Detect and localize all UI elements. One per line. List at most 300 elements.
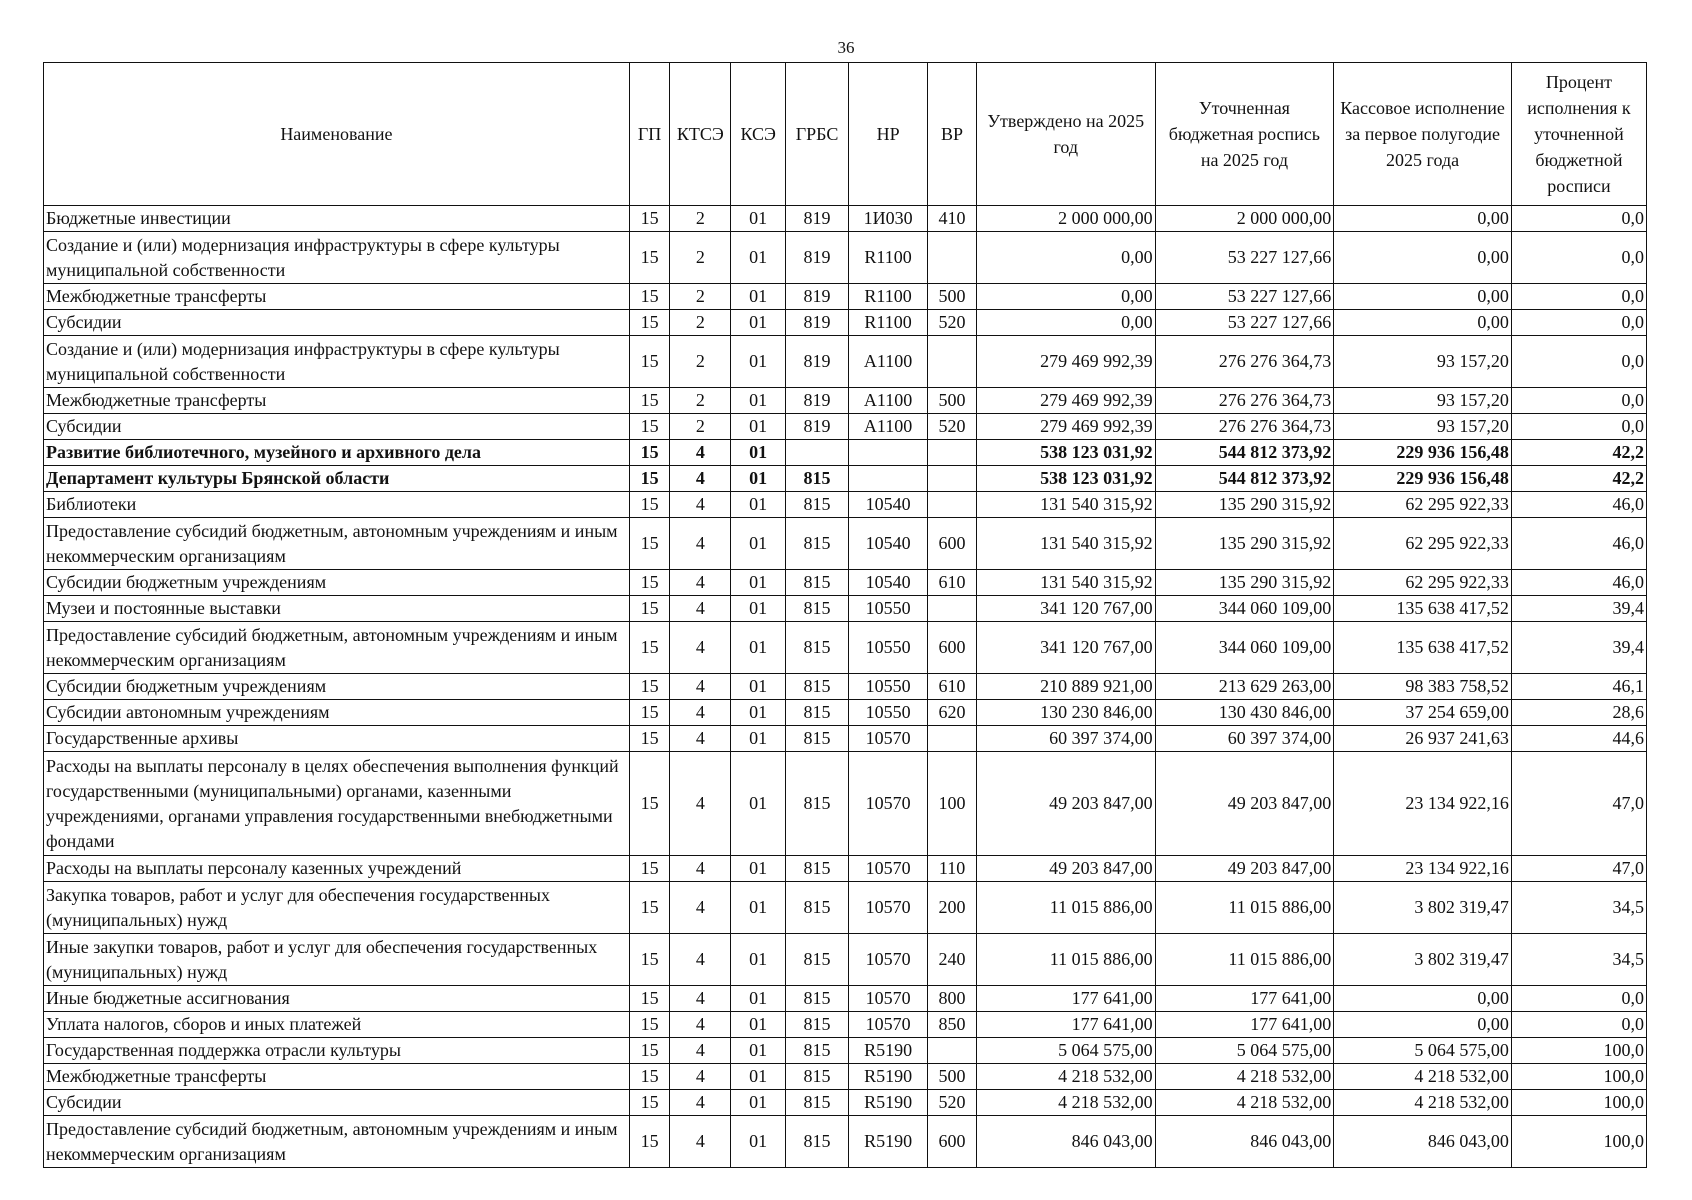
cell-refined: 130 430 846,00 [1155,700,1334,726]
cell-ktse: 2 [670,232,731,284]
cell-name: Департамент культуры Брянской области [44,466,630,492]
cell-np: 10550 [849,674,928,700]
cell-gp: 15 [629,596,670,622]
cell-approved: 279 469 992,39 [976,414,1155,440]
cell-cash: 0,00 [1334,986,1512,1012]
cell-vr [928,440,977,466]
table-row [44,1090,1647,1116]
cell-name: Создание и (или) модернизация инфраструктуры в сфере культуры муниципальной собственности [44,336,630,388]
cell-refined: 53 227 127,66 [1155,284,1334,310]
cell-ktse: 4 [670,674,731,700]
cell-kse: 01 [731,700,786,726]
cell-ktse: 4 [670,622,731,674]
cell-grbs: 815 [786,466,849,492]
cell-cash: 62 295 922,33 [1334,570,1512,596]
cell-gp: 15 [629,1116,670,1168]
cell-ktse: 2 [670,388,731,414]
cell-cash: 229 936 156,48 [1334,440,1512,466]
table-header [44,63,1647,206]
cell-kse: 01 [731,570,786,596]
table-row [44,414,1647,440]
cell-gp: 15 [629,440,670,466]
cell-approved: 0,00 [976,232,1155,284]
cell-gp: 15 [629,388,670,414]
cell-grbs: 815 [786,934,849,986]
cell-refined: 11 015 886,00 [1155,882,1334,934]
cell-ktse: 4 [670,752,731,856]
cell-gp: 15 [629,518,670,570]
cell-np: 10570 [849,934,928,986]
cell-approved: 341 120 767,00 [976,622,1155,674]
cell-vr: 520 [928,310,977,336]
cell-kse: 01 [731,856,786,882]
cell-gp: 15 [629,752,670,856]
cell-ktse: 4 [670,726,731,752]
cell-vr: 520 [928,414,977,440]
cell-percent: 44,6 [1511,726,1646,752]
cell-refined: 213 629 263,00 [1155,674,1334,700]
header-grbs: ГРБС [786,63,849,206]
cell-approved: 538 123 031,92 [976,440,1155,466]
cell-grbs: 815 [786,622,849,674]
cell-gp: 15 [629,284,670,310]
cell-percent: 46,0 [1511,570,1646,596]
cell-np: 10540 [849,518,928,570]
cell-cash: 4 218 532,00 [1334,1090,1512,1116]
cell-gp: 15 [629,570,670,596]
cell-vr: 500 [928,388,977,414]
cell-vr: 410 [928,206,977,232]
cell-np: R5190 [849,1038,928,1064]
cell-percent: 39,4 [1511,622,1646,674]
cell-cash: 62 295 922,33 [1334,492,1512,518]
cell-kse: 01 [731,882,786,934]
cell-refined: 4 218 532,00 [1155,1064,1334,1090]
cell-grbs: 815 [786,726,849,752]
cell-np: R5190 [849,1116,928,1168]
cell-gp: 15 [629,232,670,284]
cell-approved: 4 218 532,00 [976,1090,1155,1116]
cell-vr: 610 [928,674,977,700]
cell-refined: 135 290 315,92 [1155,492,1334,518]
cell-approved: 538 123 031,92 [976,466,1155,492]
cell-approved: 846 043,00 [976,1116,1155,1168]
cell-ktse: 2 [670,310,731,336]
cell-refined: 4 218 532,00 [1155,1090,1334,1116]
cell-refined: 49 203 847,00 [1155,752,1334,856]
cell-name: Межбюджетные трансферты [44,284,630,310]
cell-name: Библиотеки [44,492,630,518]
cell-kse: 01 [731,1116,786,1168]
header-kse: КСЭ [731,63,786,206]
cell-name: Субсидии [44,310,630,336]
cell-kse: 01 [731,336,786,388]
cell-vr: 500 [928,284,977,310]
cell-name: Субсидии [44,1090,630,1116]
cell-percent: 100,0 [1511,1090,1646,1116]
table-row [44,700,1647,726]
cell-approved: 177 641,00 [976,1012,1155,1038]
cell-approved: 131 540 315,92 [976,492,1155,518]
table-row [44,1012,1647,1038]
cell-np: 10570 [849,1012,928,1038]
header-vr: ВР [928,63,977,206]
table-row [44,752,1647,856]
cell-approved: 177 641,00 [976,986,1155,1012]
header-ktse: КТСЭ [670,63,731,206]
cell-grbs: 815 [786,674,849,700]
cell-gp: 15 [629,726,670,752]
cell-kse: 01 [731,206,786,232]
cell-name: Межбюджетные трансферты [44,1064,630,1090]
cell-np: A1100 [849,336,928,388]
cell-kse: 01 [731,752,786,856]
cell-percent: 0,0 [1511,336,1646,388]
cell-gp: 15 [629,1064,670,1090]
cell-grbs: 815 [786,518,849,570]
cell-cash: 26 937 241,63 [1334,726,1512,752]
cell-grbs: 819 [786,206,849,232]
cell-vr [928,596,977,622]
cell-vr: 600 [928,518,977,570]
cell-approved: 11 015 886,00 [976,882,1155,934]
cell-name: Бюджетные инвестиции [44,206,630,232]
cell-kse: 01 [731,388,786,414]
cell-vr: 610 [928,570,977,596]
cell-cash: 3 802 319,47 [1334,882,1512,934]
cell-percent: 47,0 [1511,856,1646,882]
cell-name: Развитие библиотечного, музейного и архивного дела [44,440,630,466]
cell-gp: 15 [629,882,670,934]
cell-vr [928,336,977,388]
table-row [44,1064,1647,1090]
cell-kse: 01 [731,674,786,700]
cell-gp: 15 [629,310,670,336]
cell-cash: 135 638 417,52 [1334,596,1512,622]
cell-approved: 130 230 846,00 [976,700,1155,726]
cell-kse: 01 [731,284,786,310]
cell-percent: 0,0 [1511,206,1646,232]
cell-gp: 15 [629,986,670,1012]
cell-kse: 01 [731,1038,786,1064]
cell-refined: 544 812 373,92 [1155,466,1334,492]
cell-grbs: 815 [786,1064,849,1090]
cell-kse: 01 [731,310,786,336]
cell-cash: 846 043,00 [1334,1116,1512,1168]
cell-np: R5190 [849,1090,928,1116]
cell-grbs: 815 [786,856,849,882]
cell-name: Государственная поддержка отрасли культуры [44,1038,630,1064]
cell-percent: 0,0 [1511,1012,1646,1038]
cell-grbs: 819 [786,232,849,284]
cell-name: Расходы на выплаты персоналу в целях обеспечения выполнения функций государственными (муниципальными) органами, казенными учреждениями, органами управления государственными внебюджетными фондами [44,752,630,856]
cell-np: 10570 [849,856,928,882]
cell-approved: 131 540 315,92 [976,518,1155,570]
cell-vr [928,232,977,284]
cell-ktse: 4 [670,440,731,466]
cell-vr: 850 [928,1012,977,1038]
table-row [44,440,1647,466]
cell-vr: 100 [928,752,977,856]
cell-np: 10550 [849,622,928,674]
cell-grbs: 815 [786,1038,849,1064]
cell-np [849,466,928,492]
cell-gp: 15 [629,1012,670,1038]
cell-kse: 01 [731,232,786,284]
cell-kse: 01 [731,1064,786,1090]
cell-percent: 0,0 [1511,310,1646,336]
budget-table [43,62,1647,1168]
cell-refined: 344 060 109,00 [1155,622,1334,674]
cell-approved: 279 469 992,39 [976,388,1155,414]
cell-kse: 01 [731,986,786,1012]
cell-approved: 0,00 [976,284,1155,310]
cell-percent: 39,4 [1511,596,1646,622]
cell-ktse: 4 [670,856,731,882]
table-row [44,986,1647,1012]
cell-kse: 01 [731,726,786,752]
cell-refined: 2 000 000,00 [1155,206,1334,232]
cell-vr: 600 [928,1116,977,1168]
cell-ktse: 4 [670,492,731,518]
cell-name: Предоставление субсидий бюджетным, автономным учреждениям и иным некоммерческим организациям [44,1116,630,1168]
cell-kse: 01 [731,440,786,466]
table-row [44,310,1647,336]
cell-kse: 01 [731,934,786,986]
cell-grbs: 815 [786,570,849,596]
table-row [44,232,1647,284]
cell-refined: 177 641,00 [1155,1012,1334,1038]
cell-kse: 01 [731,1090,786,1116]
cell-gp: 15 [629,1038,670,1064]
cell-name: Государственные архивы [44,726,630,752]
cell-gp: 15 [629,492,670,518]
cell-refined: 177 641,00 [1155,986,1334,1012]
cell-cash: 0,00 [1334,206,1512,232]
cell-vr [928,726,977,752]
table-row [44,336,1647,388]
cell-grbs [786,440,849,466]
cell-gp: 15 [629,934,670,986]
cell-cash: 98 383 758,52 [1334,674,1512,700]
cell-refined: 276 276 364,73 [1155,336,1334,388]
cell-grbs: 815 [786,1090,849,1116]
cell-ktse: 4 [670,934,731,986]
cell-approved: 210 889 921,00 [976,674,1155,700]
cell-approved: 60 397 374,00 [976,726,1155,752]
cell-cash: 3 802 319,47 [1334,934,1512,986]
table-row [44,284,1647,310]
cell-gp: 15 [629,674,670,700]
cell-refined: 544 812 373,92 [1155,440,1334,466]
header-gp: ГП [629,63,670,206]
cell-refined: 846 043,00 [1155,1116,1334,1168]
cell-gp: 15 [629,622,670,674]
cell-percent: 34,5 [1511,882,1646,934]
table-row [44,388,1647,414]
cell-percent: 0,0 [1511,388,1646,414]
cell-cash: 135 638 417,52 [1334,622,1512,674]
cell-kse: 01 [731,466,786,492]
cell-name: Иные закупки товаров, работ и услуг для обеспечения государственных (муниципальных) нужд [44,934,630,986]
cell-np: 10570 [849,986,928,1012]
cell-grbs: 819 [786,336,849,388]
cell-approved: 11 015 886,00 [976,934,1155,986]
cell-np: R1100 [849,284,928,310]
cell-np: R5190 [849,1064,928,1090]
table-row [44,726,1647,752]
cell-np: 10570 [849,726,928,752]
cell-np: R1100 [849,310,928,336]
cell-percent: 0,0 [1511,284,1646,310]
cell-name: Создание и (или) модернизация инфраструктуры в сфере культуры муниципальной собственности [44,232,630,284]
table-row [44,856,1647,882]
cell-cash: 5 064 575,00 [1334,1038,1512,1064]
cell-percent: 42,2 [1511,440,1646,466]
cell-grbs: 815 [786,492,849,518]
cell-np: 10570 [849,882,928,934]
table-row [44,622,1647,674]
cell-ktse: 2 [670,336,731,388]
cell-percent: 46,1 [1511,674,1646,700]
cell-refined: 60 397 374,00 [1155,726,1334,752]
cell-vr: 620 [928,700,977,726]
cell-percent: 28,6 [1511,700,1646,726]
cell-ktse: 4 [670,596,731,622]
cell-name: Межбюджетные трансферты [44,388,630,414]
table-row [44,206,1647,232]
cell-vr: 520 [928,1090,977,1116]
cell-vr: 110 [928,856,977,882]
cell-approved: 279 469 992,39 [976,336,1155,388]
cell-np: A1100 [849,414,928,440]
cell-ktse: 4 [670,986,731,1012]
header-name: Наименование [44,63,630,206]
cell-ktse: 2 [670,414,731,440]
cell-refined: 53 227 127,66 [1155,310,1334,336]
cell-refined: 276 276 364,73 [1155,388,1334,414]
cell-approved: 49 203 847,00 [976,752,1155,856]
table-row [44,570,1647,596]
cell-name: Расходы на выплаты персоналу казенных учреждений [44,856,630,882]
header-refined: Уточненная бюджетная роспись на 2025 год [1155,63,1334,206]
cell-grbs: 819 [786,284,849,310]
cell-approved: 4 218 532,00 [976,1064,1155,1090]
cell-percent: 46,0 [1511,518,1646,570]
cell-gp: 15 [629,856,670,882]
cell-cash: 23 134 922,16 [1334,752,1512,856]
cell-vr [928,466,977,492]
cell-approved: 0,00 [976,310,1155,336]
table-row [44,1038,1647,1064]
cell-np: 10570 [849,752,928,856]
cell-ktse: 2 [670,284,731,310]
cell-cash: 4 218 532,00 [1334,1064,1512,1090]
cell-name: Закупка товаров, работ и услуг для обеспечения государственных (муниципальных) нужд [44,882,630,934]
header-cash: Кассовое исполнение за первое полугодие 2025 года [1334,63,1512,206]
cell-refined: 344 060 109,00 [1155,596,1334,622]
cell-refined: 135 290 315,92 [1155,518,1334,570]
cell-cash: 0,00 [1334,284,1512,310]
cell-name: Субсидии бюджетным учреждениям [44,570,630,596]
cell-name: Субсидии автономным учреждениям [44,700,630,726]
cell-percent: 0,0 [1511,232,1646,284]
cell-cash: 37 254 659,00 [1334,700,1512,726]
cell-vr: 200 [928,882,977,934]
cell-kse: 01 [731,414,786,440]
cell-vr [928,1038,977,1064]
cell-kse: 01 [731,1012,786,1038]
cell-approved: 131 540 315,92 [976,570,1155,596]
page-number: 36 [837,38,855,57]
cell-grbs: 819 [786,388,849,414]
cell-np: 1И030 [849,206,928,232]
cell-approved: 2 000 000,00 [976,206,1155,232]
table-row [44,466,1647,492]
cell-ktse: 4 [670,1038,731,1064]
table-row [44,674,1647,700]
cell-vr [928,492,977,518]
cell-gp: 15 [629,466,670,492]
cell-np: R1100 [849,232,928,284]
cell-vr: 240 [928,934,977,986]
cell-approved: 5 064 575,00 [976,1038,1155,1064]
cell-ktse: 2 [670,206,731,232]
cell-ktse: 4 [670,570,731,596]
cell-refined: 53 227 127,66 [1155,232,1334,284]
cell-grbs: 815 [786,700,849,726]
cell-name: Музеи и постоянные выставки [44,596,630,622]
cell-cash: 229 936 156,48 [1334,466,1512,492]
cell-grbs: 815 [786,1116,849,1168]
cell-cash: 62 295 922,33 [1334,518,1512,570]
cell-cash: 93 157,20 [1334,388,1512,414]
cell-refined: 11 015 886,00 [1155,934,1334,986]
cell-cash: 23 134 922,16 [1334,856,1512,882]
cell-ktse: 4 [670,1090,731,1116]
cell-refined: 276 276 364,73 [1155,414,1334,440]
cell-np: 10540 [849,570,928,596]
cell-percent: 0,0 [1511,986,1646,1012]
cell-name: Предоставление субсидий бюджетным, автономным учреждениям и иным некоммерческим организациям [44,518,630,570]
cell-approved: 49 203 847,00 [976,856,1155,882]
header-np: НР [849,63,928,206]
cell-np: 10540 [849,492,928,518]
cell-kse: 01 [731,596,786,622]
table-row [44,882,1647,934]
cell-gp: 15 [629,414,670,440]
cell-refined: 5 064 575,00 [1155,1038,1334,1064]
cell-grbs: 815 [786,986,849,1012]
header-approved: Утверждено на 2025 год [976,63,1155,206]
cell-ktse: 4 [670,882,731,934]
cell-vr: 800 [928,986,977,1012]
table-row [44,934,1647,986]
cell-grbs: 819 [786,310,849,336]
header-row [44,63,1647,206]
cell-name: Иные бюджетные ассигнования [44,986,630,1012]
cell-np: 10550 [849,596,928,622]
table-row [44,1116,1647,1168]
cell-kse: 01 [731,622,786,674]
cell-name: Субсидии [44,414,630,440]
cell-vr: 500 [928,1064,977,1090]
cell-np: 10550 [849,700,928,726]
cell-approved: 341 120 767,00 [976,596,1155,622]
cell-gp: 15 [629,336,670,388]
cell-percent: 100,0 [1511,1038,1646,1064]
cell-percent: 100,0 [1511,1116,1646,1168]
